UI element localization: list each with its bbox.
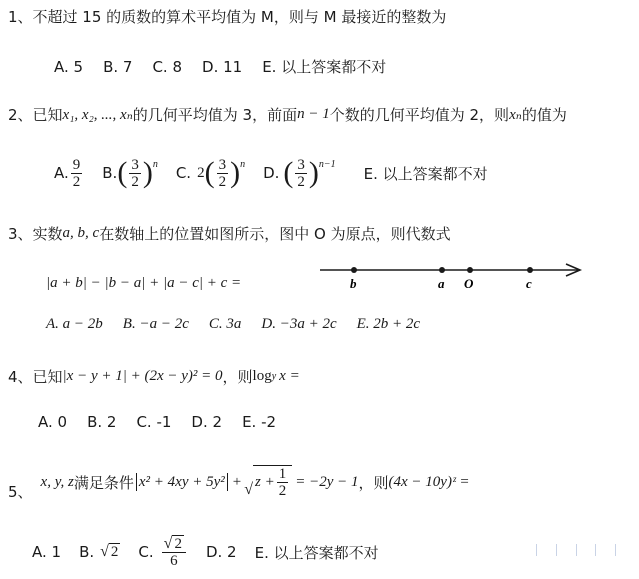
q2-option-b-label: B. [102,164,118,182]
label-a: a [438,276,445,291]
coefficient: 2 [197,164,205,181]
q3-option-c[interactable]: C. 3a [208,316,242,332]
q2-option-e[interactable]: E. 以上答案都不对 [363,164,488,183]
q1-options [54,56,406,77]
q5-option-b-label: B. [79,543,95,561]
q1-text: 1、不超过 15 的质数的算术平均值为 M，则与 M 最接近的整数为 [8,8,447,26]
q3-options [46,316,440,333]
q4-expr: |x − y + 1| + (2x − y)² = 0 [62,368,223,384]
q5-text2: ，则 [358,473,389,492]
q2-stem [8,104,567,125]
q2-xn: xₙ [509,107,522,123]
sqrt [100,543,120,561]
q2-option-a-label: A. [54,164,69,182]
q2-option-c[interactable] [176,157,245,190]
mark [595,544,596,556]
right-paren: ) [142,156,153,189]
q4-stem [8,366,300,387]
q3-stem [8,223,451,244]
q2-option-d[interactable] [263,157,336,190]
abs-bar-right [227,473,228,491]
scan-marks [536,542,616,560]
fraction [71,157,83,190]
label-b: b [350,276,357,291]
q5-rhs: = −2y − 1 [295,473,359,490]
q5-option-b[interactable] [79,543,120,561]
numerator: 1 [278,466,287,482]
q4-text-b: ，则 [222,368,253,386]
sqrt-value: 2 [174,536,182,552]
q1-option-d[interactable]: D. 11 [202,57,243,76]
point-o [467,267,473,273]
q4-option-b[interactable]: B. 2 [87,413,117,431]
q3-text-b: 在数轴上的位置如图所示，图中 O 为原点，则代数式 [99,225,451,243]
point-c [527,267,533,273]
q5-option-e[interactable]: E. 以上答案都不对 [254,543,379,562]
q5-option-d[interactable]: D. 2 [205,543,237,561]
denominator: 2 [131,173,139,190]
radical-icon: √ [163,535,173,552]
numerator: 3 [131,156,139,173]
q2-seq: x₁, x₂, ..., xₙ [62,107,133,123]
q2-option-b[interactable] [102,157,158,190]
q2-text2: 个数的几何平均值为 2，则 [329,106,510,124]
q5-target: (4x − 10y)ᶻ = [388,473,470,490]
q1-option-e[interactable]: E. 以上答案都不对 [262,58,387,76]
q5-options [32,528,379,576]
left-paren: ( [283,156,294,189]
q1-option-b[interactable]: B. 7 [103,57,133,76]
q4-log-arg: x = [279,368,300,384]
q5-abs-expr: x² + 4xy + 5y² [138,473,225,490]
q2-option-a[interactable] [54,157,84,190]
label-c: c [526,276,532,291]
q5-option-c[interactable] [138,535,188,569]
denominator: 2 [218,173,227,190]
q4-options [38,413,296,431]
denominator: 2 [278,483,287,499]
point-a [439,267,445,273]
q4-log: log [252,368,272,384]
q2-option-c-label: C. [175,164,192,182]
q4-text-a: 4、已知 [8,368,63,386]
q2-text1: 的几何平均值为 3，前面 [132,106,298,124]
denominator: 6 [170,553,178,569]
q1-option-c[interactable]: C. 8 [152,57,183,76]
exponent: n [152,158,158,170]
q4-option-e[interactable]: E. -2 [242,413,277,431]
q3-expr: |a + b| − |b − a| + |a − c| + c = [46,275,242,291]
label-o: O [464,276,474,291]
q3-option-d[interactable]: D. −3a + 2c [261,316,337,332]
fraction [217,157,229,190]
sqrt [164,535,184,552]
exponent: n−1 [318,158,336,170]
q5-stem [8,462,469,502]
q3-option-a[interactable]: A. a − 2b [46,316,103,332]
q1-stem [8,6,446,27]
q3-option-b[interactable]: B. −a − 2c [122,316,189,332]
numerator: 3 [218,156,227,173]
abs-bar-left [136,473,137,491]
q4-option-d[interactable]: D. 2 [191,413,223,431]
q4-option-a[interactable]: A. 0 [38,413,68,431]
q3-option-e[interactable]: E. 2b + 2c [356,316,421,332]
fraction [129,157,141,190]
mark [576,544,577,556]
left-paren: ( [117,156,128,189]
q4-log-base: y [271,371,277,382]
q2-text3: 的值为 [521,106,567,124]
q4-option-c[interactable]: C. -1 [136,413,172,431]
sqrt-value: 2 [110,544,119,560]
q5-option-a[interactable]: A. 1 [32,543,62,561]
fraction [162,535,186,569]
q5-plus: + [232,473,242,490]
numerator: 9 [72,156,81,173]
sqrt [244,465,292,499]
left-paren: ( [204,156,215,189]
point-b [351,267,357,273]
right-paren: ) [230,156,241,189]
mark [615,544,616,556]
numerator [162,535,186,553]
q1-option-a[interactable]: A. 5 [54,57,84,76]
denominator: 2 [72,173,81,190]
q2-option-d-label: D. [263,164,280,182]
q2-options [54,148,488,198]
q3-vars: a, b, c [62,225,100,241]
q5-sqrt-z: z + [255,474,275,490]
q3-text-a: 3、实数 [8,225,63,243]
q3-expression [46,275,241,292]
q2-num: 2、已知 [8,106,63,124]
radical-icon: √ [100,543,109,560]
mark [556,544,557,556]
radical-icon: √ [244,481,254,498]
q5-num: 5、 [8,483,33,501]
right-paren: ) [308,156,319,189]
numerator: 3 [297,156,305,173]
q5-text1: 满足条件 [73,473,134,492]
exponent: n [240,158,246,170]
mark [536,544,537,556]
fraction [295,157,307,190]
q5-vars: x, y, z [40,473,74,490]
q2-n-minus-1: n − 1 [297,106,330,122]
q5-option-c-label: C. [138,543,154,561]
fraction [277,466,289,499]
number-line [318,258,586,292]
denominator: 2 [297,173,305,190]
